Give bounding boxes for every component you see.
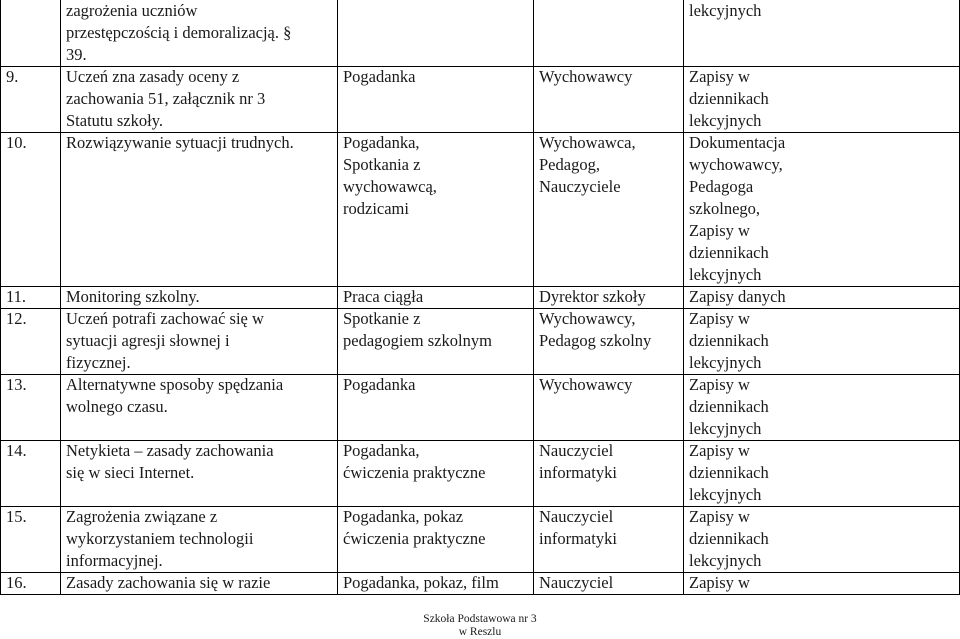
- topic-cell: Zagrożenia związane z wykorzystaniem technologii informacyjnej.: [66, 507, 254, 570]
- documentation-cell: Zapisy w dziennikach lekcyjnych: [689, 507, 769, 570]
- form-cell: Praca ciągła: [343, 287, 424, 306]
- documentation-cell: lekcyjnych: [689, 1, 762, 20]
- page-footer-town: w Reszlu: [458, 626, 502, 638]
- documentation-cell: Dokumentacja wychowawcy, Pedagoga szkolnego, Zapisy w dziennikach lekcyjnych: [689, 133, 786, 284]
- topic-cell: Rozwiązywanie sytuacji trudnych.: [66, 133, 294, 152]
- row-number: 11.: [6, 287, 27, 306]
- page-footer-school-name: Szkoła Podstawowa nr 3: [423, 613, 537, 625]
- row-number: 15.: [6, 507, 27, 526]
- form-cell: Pogadanka: [343, 67, 416, 86]
- documentation-cell: Zapisy w dziennikach lekcyjnych: [689, 67, 769, 130]
- topic-cell: Uczeń zna zasady oceny z zachowania 51, załącznik nr 3 Statutu szkoły.: [66, 67, 266, 130]
- topic-cell: Netykieta – zasady zachowania się w sieci Internet.: [66, 441, 274, 482]
- form-cell: Pogadanka: [343, 375, 416, 394]
- responsible-cell: Wychowawcy, Pedagog szkolny: [539, 309, 652, 350]
- form-cell: Pogadanka, pokaz ćwiczenia praktyczne: [343, 507, 486, 548]
- topic-cell: Alternatywne sposoby spędzania wolnego czasu.: [66, 375, 284, 416]
- responsible-cell: Nauczyciel: [539, 573, 614, 592]
- responsible-cell: Nauczyciel informatyki: [539, 441, 617, 482]
- row-number: 14.: [6, 441, 27, 460]
- responsible-cell: Dyrektor szkoły: [539, 287, 646, 306]
- form-cell: Spotkanie z pedagogiem szkolnym: [343, 309, 492, 350]
- row-number: 9.: [6, 67, 19, 86]
- row-divider: [0, 594, 960, 595]
- topic-cell: zagrożenia uczniów przestępczością i demoralizacją. § 39.: [66, 1, 292, 64]
- documentation-cell: Zapisy danych: [689, 287, 786, 306]
- responsible-cell: Wychowawcy: [539, 375, 633, 394]
- form-cell: Pogadanka, ćwiczenia praktyczne: [343, 441, 486, 482]
- topic-cell: Monitoring szkolny.: [66, 287, 200, 306]
- row-number: 16.: [6, 573, 27, 592]
- documentation-cell: Zapisy w dziennikach lekcyjnych: [689, 441, 769, 504]
- form-cell: Pogadanka, Spotkania z wychowawcą, rodzicami: [343, 133, 437, 218]
- row-number: 10.: [6, 133, 27, 152]
- topic-cell: Zasady zachowania się w razie: [66, 573, 271, 592]
- documentation-cell: Zapisy w: [689, 573, 750, 592]
- row-number: 12.: [6, 309, 27, 328]
- documentation-cell: Zapisy w dziennikach lekcyjnych: [689, 375, 769, 438]
- responsible-cell: Wychowawca, Pedagog, Nauczyciele: [539, 133, 636, 196]
- responsible-cell: Wychowawcy: [539, 67, 633, 86]
- topic-cell: Uczeń potrafi zachować się w sytuacji agresji słownej i fizycznej.: [66, 309, 264, 372]
- documentation-cell: Zapisy w dziennikach lekcyjnych: [689, 309, 769, 372]
- responsible-cell: Nauczyciel informatyki: [539, 507, 617, 548]
- row-number: 13.: [6, 375, 27, 394]
- form-cell: Pogadanka, pokaz, film: [343, 573, 499, 592]
